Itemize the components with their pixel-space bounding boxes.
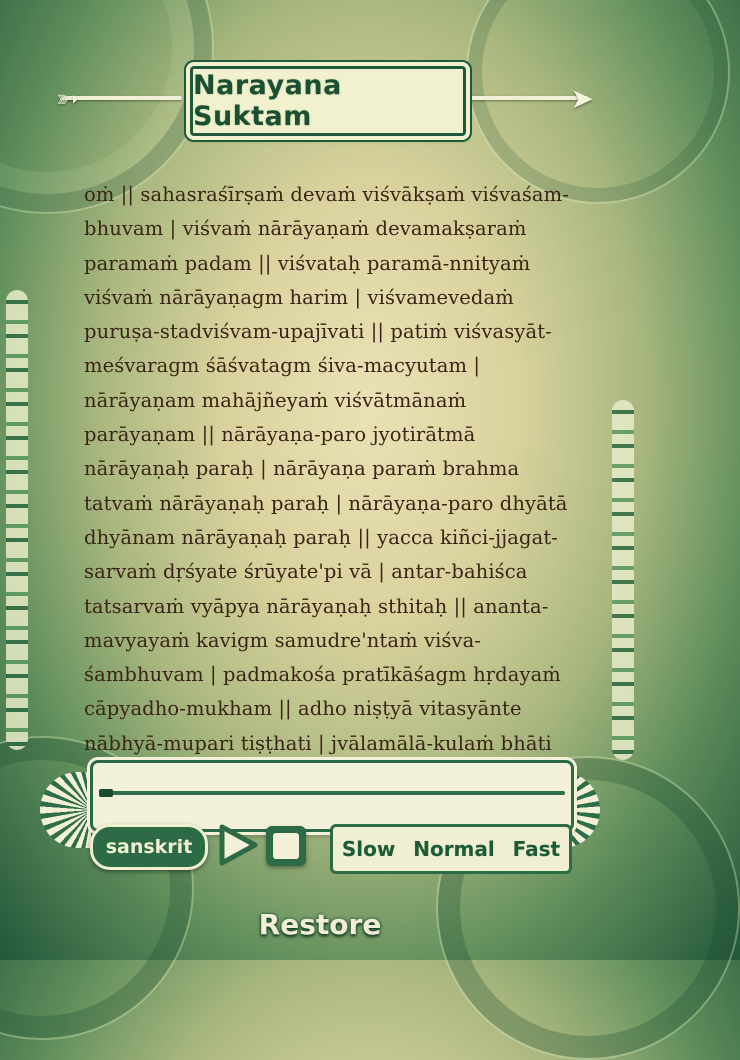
- speed-fast-button[interactable]: Fast: [512, 837, 561, 861]
- lyric-line: viśvaṁ nārāyaṇagm harim | viśvamevedaṁ: [84, 285, 514, 309]
- progress-fill: [99, 789, 113, 797]
- lyric-line: dhyānam nārāyaṇaḥ paraḥ || yacca kiñci-jjagat-: [84, 525, 558, 549]
- lyric-line: cāpyadho-mukham || adho niṣṭyā vitasyānte: [84, 697, 522, 721]
- lyric-line: tatsarvaṁ vyāpya nārāyaṇaḥ sthitaḥ || ananta-: [84, 594, 549, 618]
- page-title: Narayana Suktam: [193, 70, 342, 132]
- lyric-line: nārāyaṇam mahājñeyaṁ viśvātmānaṁ: [84, 388, 467, 412]
- stop-icon: [273, 833, 299, 859]
- lyrics-scroll-area[interactable]: [84, 178, 569, 755]
- progress-track[interactable]: [99, 791, 565, 795]
- player-controls: [90, 822, 568, 874]
- speed-selector: [330, 824, 572, 874]
- vine-border-right: [612, 400, 634, 760]
- play-button[interactable]: [216, 824, 258, 866]
- lyric-line: paramaṁ padam || viśvataḥ paramā-nnityaṁ: [84, 251, 531, 275]
- arrow-tail-icon: ➳: [56, 82, 80, 115]
- play-icon: [216, 824, 258, 866]
- lyric-line: nārāyaṇaḥ paraḥ | nārāyaṇa paraṁ brahma: [84, 457, 520, 481]
- stop-button[interactable]: [266, 826, 306, 866]
- arrow-head-icon: ➤: [570, 82, 594, 115]
- language-button[interactable]: sanskrit: [90, 824, 208, 870]
- title-banner: [56, 66, 594, 132]
- speed-normal-button[interactable]: Normal: [413, 837, 495, 861]
- lyric-line: sarvaṁ dṛśyate śrūyate'pi vā | antar-bahiśca: [84, 560, 528, 584]
- lyric-line: puruṣa-stadviśvam-upajīvati || patiṁ viśvasyāt-: [84, 320, 552, 344]
- title-plate: [190, 66, 466, 136]
- restore-button[interactable]: Restore: [258, 908, 382, 941]
- vine-border-left: [6, 290, 28, 750]
- lyric-line: oṁ || sahasraśīrṣaṁ devaṁ viśvākṣaṁ viśvaśam-: [84, 183, 569, 206]
- lyric-line: nābhyā-mupari tiṣṭhati | jvālamālā-kulaṁ bhāti: [84, 731, 552, 755]
- lyric-line: mavyayaṁ kavigm samudre'ntaṁ viśva-: [84, 628, 482, 652]
- lyric-line: meśvaragm śāśvatagm śiva-macyutam |: [84, 354, 481, 378]
- lyric-line: bhuvam | viśvaṁ nārāyaṇaṁ devamakṣaraṁ: [84, 217, 527, 241]
- banner-rule-left: [62, 96, 182, 100]
- speed-slow-button[interactable]: Slow: [341, 837, 396, 861]
- lyric-line: śambhuvam | padmakośa pratīkāśagm hṛdayaṁ: [84, 663, 561, 687]
- lyric-line: tatvaṁ nārāyaṇaḥ paraḥ | nārāyaṇa-paro dhyātā: [84, 491, 568, 515]
- lyric-line: parāyaṇam || nārāyaṇa-paro jyotirātmā: [84, 423, 476, 447]
